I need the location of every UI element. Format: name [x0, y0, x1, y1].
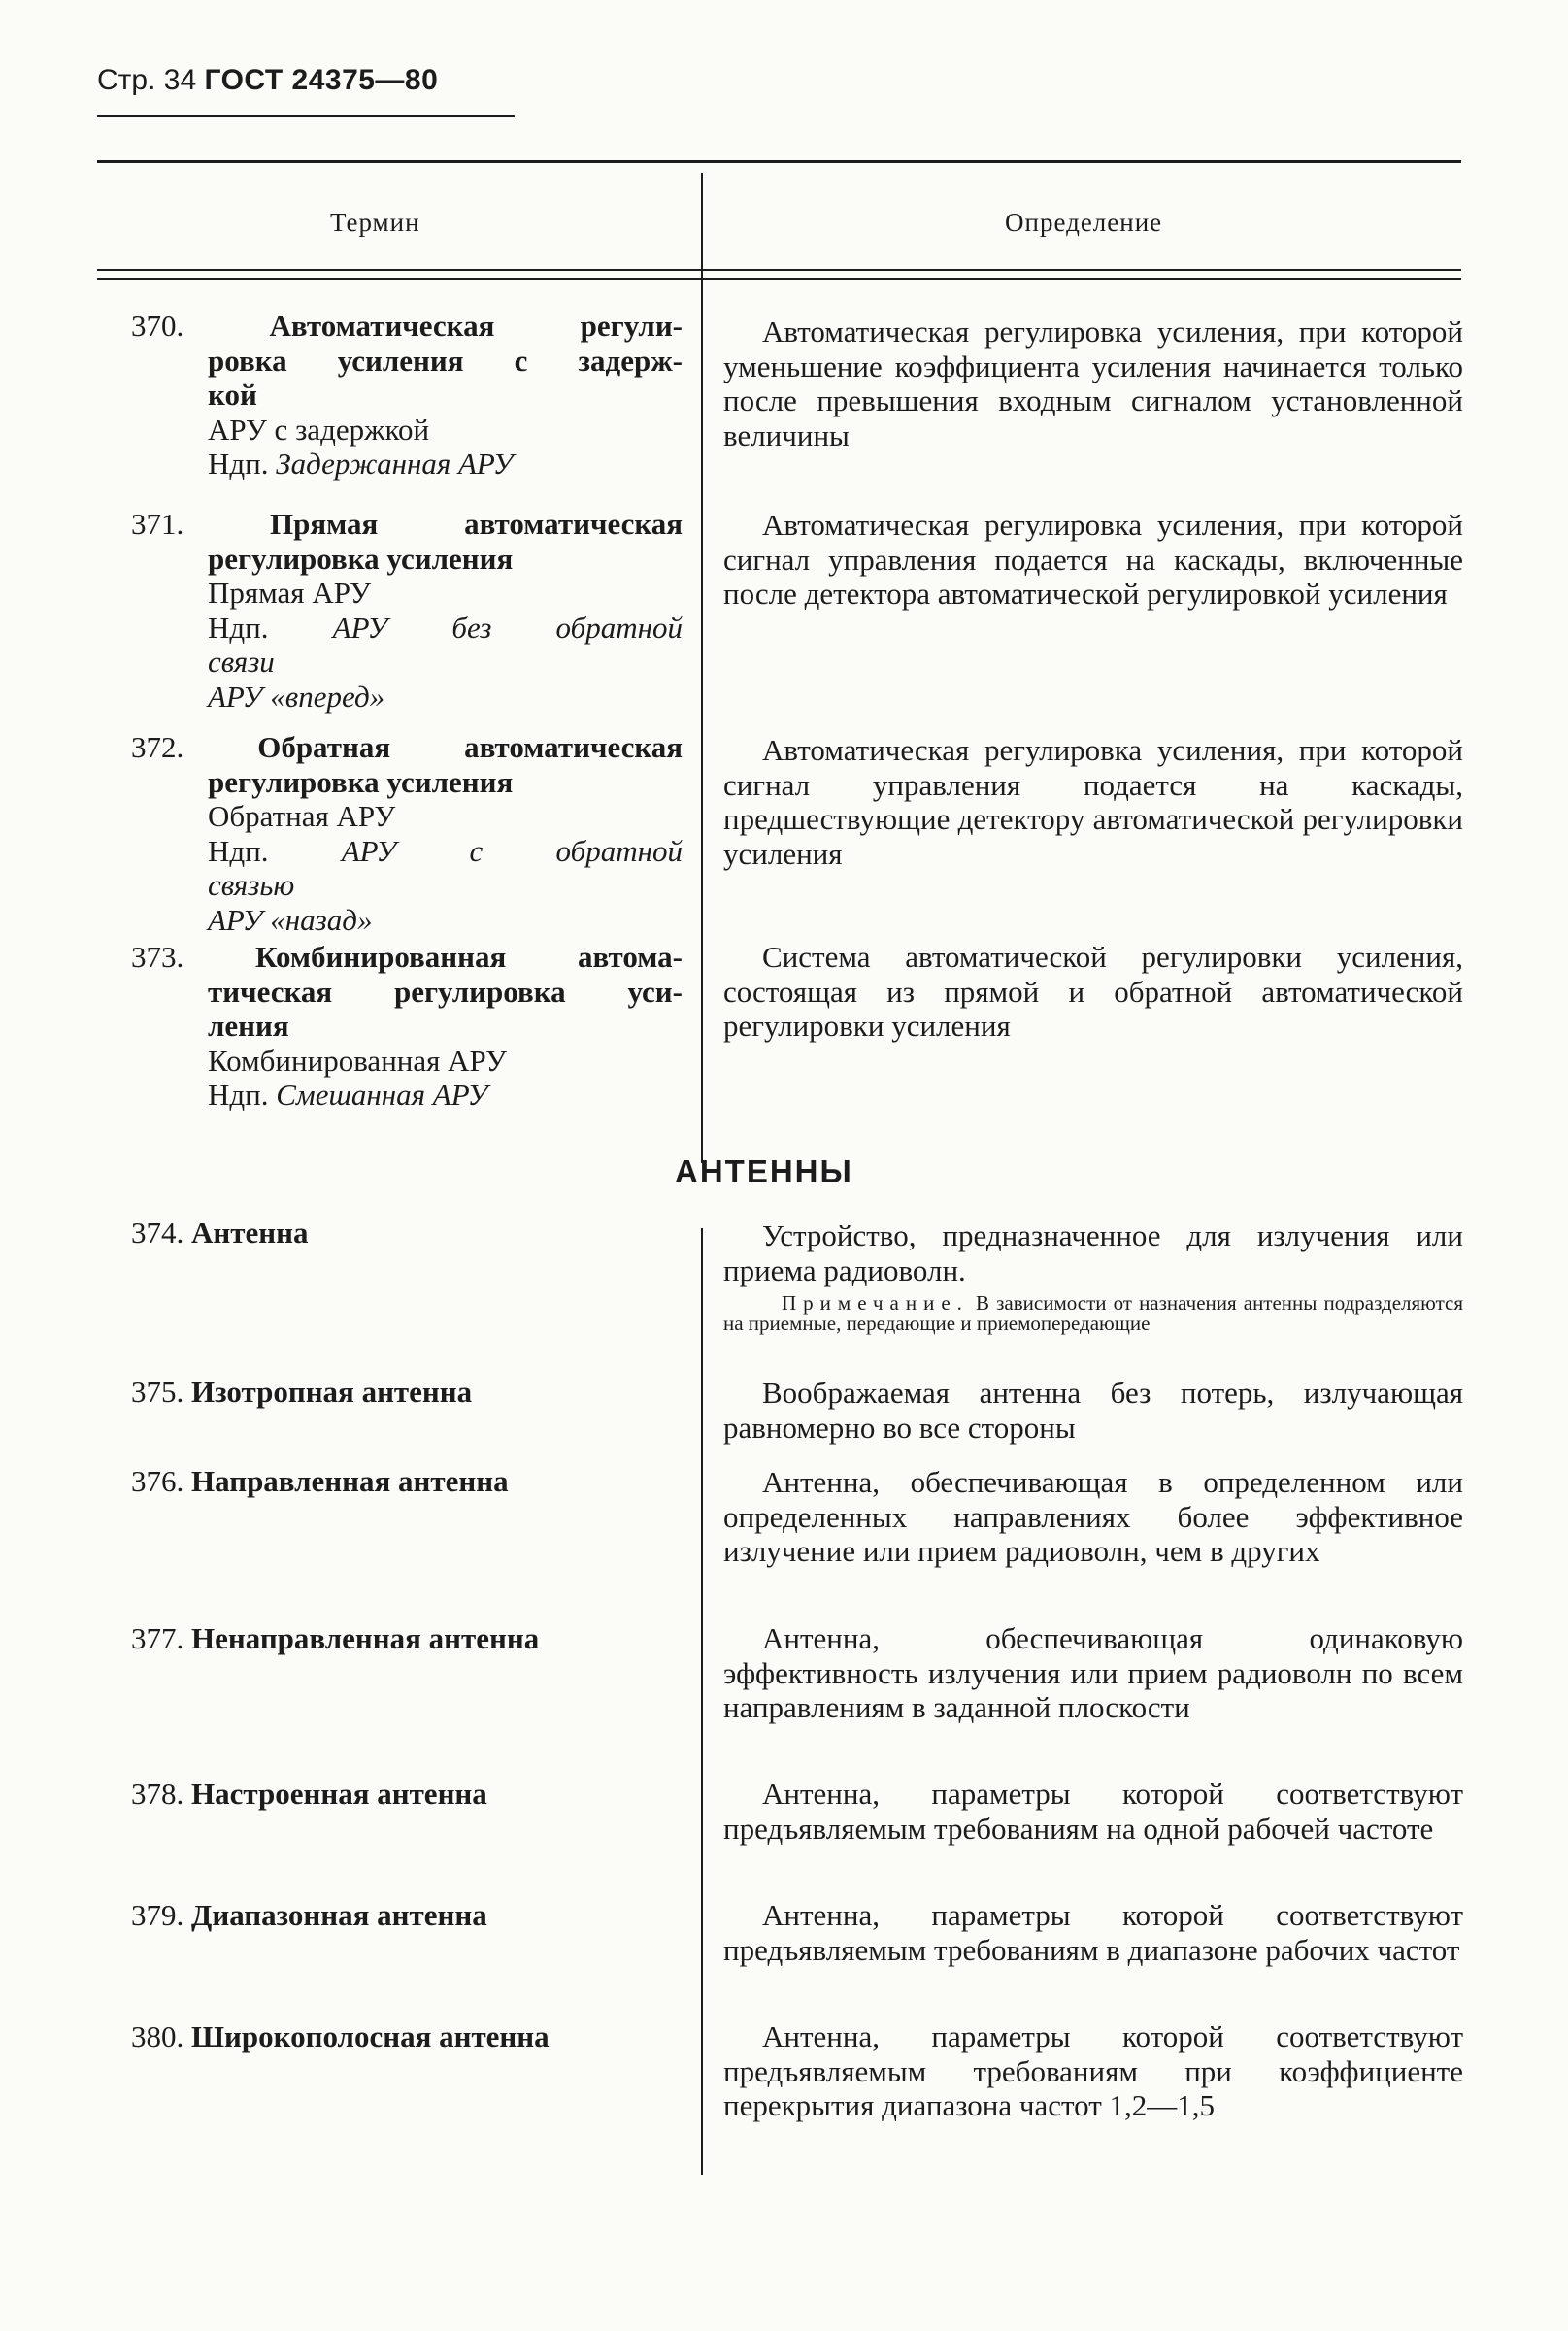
ndp-label: Ндп. — [208, 833, 269, 868]
ndp-term: связью — [208, 868, 295, 902]
definition-374: Устройство, предназначенное для излучения или приема радиоволн. — [723, 1218, 1463, 1287]
definition-373: Система автоматической регулировки усиления, состоящая из прямой и обратной автоматической регулировки усиления — [723, 940, 1463, 1043]
term-number: 377. — [131, 1621, 184, 1655]
term-name-line: ления — [208, 1009, 289, 1043]
term-name: Ненаправленная антенна — [191, 1621, 540, 1655]
ndp-term: Задержанная АРУ — [276, 447, 514, 481]
term-short-form: АРУ с задержкой — [208, 412, 430, 447]
ndp-label: Ндп. — [208, 610, 269, 645]
term-cell-378 — [131, 1777, 683, 1812]
ndp-term: АРУ без обратной — [332, 610, 683, 645]
term-number: 380. — [131, 2019, 184, 2053]
term-name: Настроенная антенна — [191, 1777, 487, 1811]
term-name: Антенна — [191, 1215, 309, 1249]
ndp-term: связи — [208, 645, 275, 679]
ndp-term: АРУ «вперед» — [208, 679, 385, 714]
header-underline — [97, 115, 515, 117]
note-374 — [723, 1293, 1463, 1334]
term-cell-371 — [131, 507, 683, 714]
definition-370: Автоматическая регулировка усиления, при которой уменьшение коэффициента усиления начинается только после превышения входным сигналом установленной величины — [723, 315, 1463, 452]
definition-377: Антенна, обеспечивающая одинаковую эффективность излучения или прием радиоволн по всем направлениям в заданной плоскости — [723, 1621, 1463, 1724]
term-number: 375. — [131, 1375, 184, 1409]
term-cell-379 — [131, 1898, 683, 1933]
term-short-form: Обратная АРУ — [208, 799, 396, 833]
term-number: 374. — [131, 1215, 184, 1249]
page-number: Стр. 34 — [97, 64, 197, 96]
column-divider-upper — [701, 173, 703, 1163]
ndp-label: Ндп. — [208, 1078, 269, 1112]
term-cell-375 — [131, 1375, 683, 1410]
column-header-term: Термин — [330, 208, 420, 237]
term-short-form: Комбинированная АРУ — [208, 1043, 507, 1078]
term-name-line: регулировка усиления — [208, 764, 514, 799]
term-name-line: Автоматическая регули- — [269, 309, 684, 343]
term-number: 371. — [131, 507, 184, 541]
term-name-line: ровка усиления с задерж- — [208, 343, 683, 378]
definition-379: Антенна, параметры которой соответствуют предъявляемым требованиям в диапазоне рабочих частот — [723, 1898, 1463, 1967]
term-name-line: тическая регулировка уси- — [208, 974, 683, 1009]
term-name-line: регулировка усиления — [208, 541, 514, 576]
term-number: 379. — [131, 1898, 184, 1932]
header-separator — [97, 269, 1461, 271]
definition-372: Автоматическая регулировка усиления, при которой сигнал управления подается на каскады, предшествующие детектору автоматической регулировки усиления — [723, 733, 1463, 871]
term-name-line: Прямая автоматическая — [270, 507, 684, 541]
term-cell-370 — [131, 309, 683, 482]
term-name-line: кой — [208, 378, 257, 412]
term-number: 376. — [131, 1464, 184, 1498]
term-name-line: Комбинированная автома- — [255, 940, 683, 974]
header-separator-double — [97, 278, 1461, 280]
term-cell-372 — [131, 730, 683, 937]
page-header — [97, 64, 438, 97]
definition-371: Автоматическая регулировка усиления, при которой сигнал управления подается на каскады, включенные после детектора автоматической регулировкой усиления — [723, 508, 1463, 611]
term-name: Направленная антенна — [191, 1464, 509, 1498]
ndp-term: Смешанная АРУ — [276, 1078, 488, 1112]
definition-375: Воображаемая антенна без потерь, излучающая равномерно во все стороны — [723, 1376, 1463, 1445]
term-name-line: Обратная автоматическая — [257, 730, 683, 764]
term-name: Изотропная антенна — [191, 1375, 473, 1409]
standard-designation: ГОСТ 24375—80 — [204, 64, 439, 96]
note-text: В зависимости от назначения антенны подразделяются на приемные, передающие и приемопередающие — [723, 1291, 1464, 1335]
definition-378: Антенна, параметры которой соответствуют предъявляемым требованиям на одной рабочей частоте — [723, 1777, 1463, 1846]
term-cell-376 — [131, 1464, 683, 1499]
column-divider-lower — [701, 1228, 703, 2175]
term-number: 373. — [131, 940, 184, 974]
term-short-form: Прямая АРУ — [208, 576, 372, 610]
term-name: Диапазонная антенна — [191, 1898, 487, 1932]
note-label: Примечание. — [782, 1291, 969, 1315]
term-number: 370. — [131, 309, 184, 343]
term-cell-374 — [131, 1215, 683, 1250]
column-header-definition: Определение — [1005, 208, 1163, 237]
definition-376: Антенна, обеспечивающая в определенном или определенных направлениях более эффективное излучение или прием радиоволн, чем в других — [723, 1465, 1463, 1568]
term-number: 378. — [131, 1777, 184, 1811]
ndp-term: АРУ с обратной — [341, 833, 683, 868]
section-title: АНТЕННЫ — [675, 1153, 853, 1189]
ndp-term: АРУ «назад» — [208, 902, 373, 937]
term-cell-373 — [131, 940, 683, 1113]
definition-380: Антенна, параметры которой соответствуют предъявляемым требованиям при коэффициенте перекрытия диапазона частот 1,2—1,5 — [723, 2019, 1463, 2122]
term-cell-380 — [131, 2019, 683, 2054]
table-top-rule — [97, 160, 1461, 163]
ndp-label: Ндп. — [208, 447, 269, 481]
term-cell-377 — [131, 1621, 683, 1656]
term-name: Широкополосная антенна — [191, 2019, 550, 2053]
term-number: 372. — [131, 730, 184, 764]
